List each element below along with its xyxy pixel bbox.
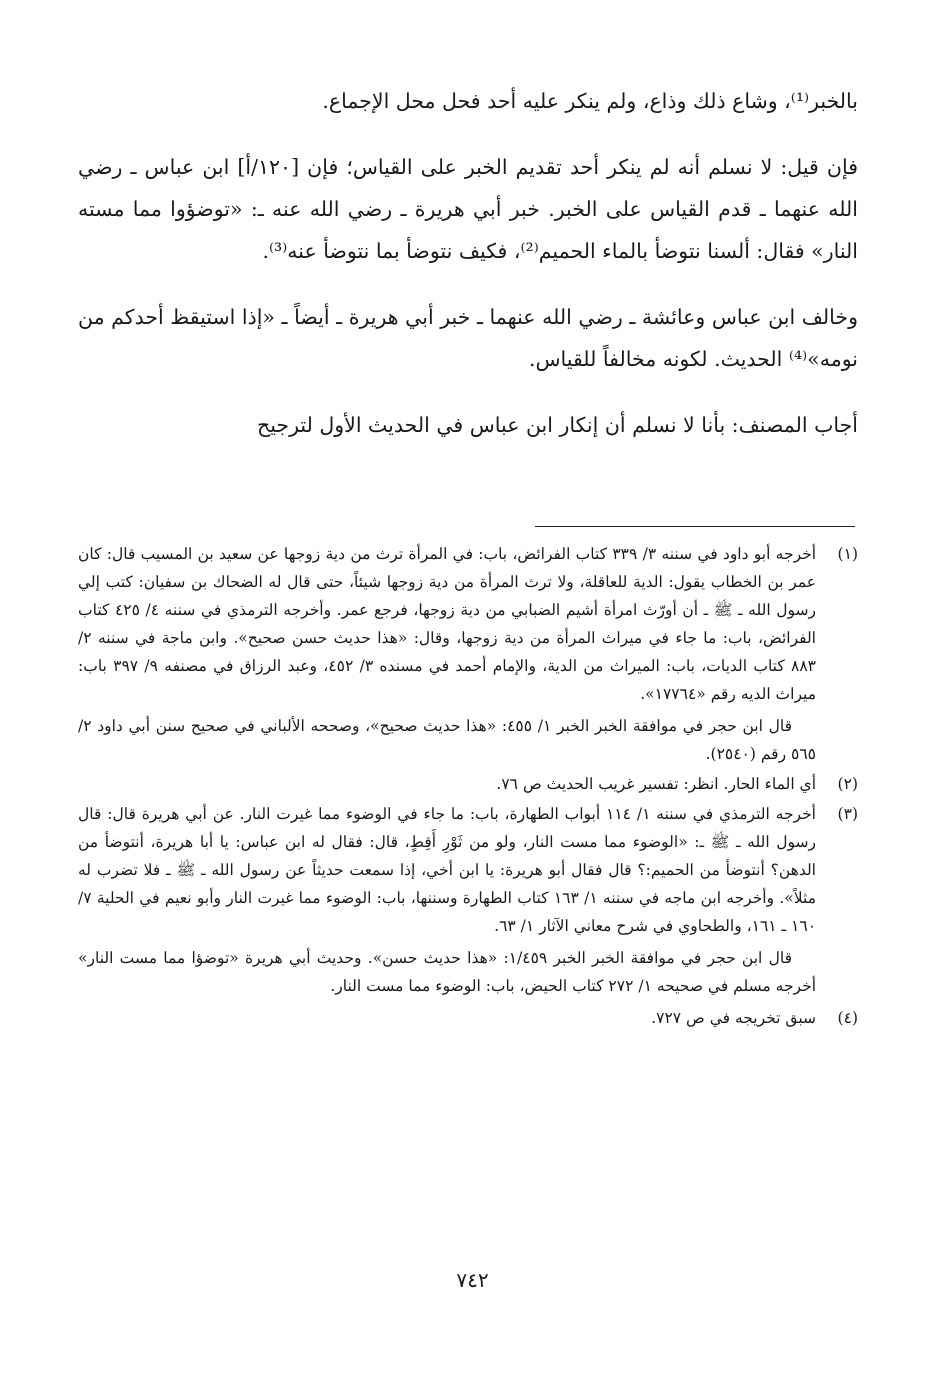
footnote-text: أخرجه أبو داود في سننه ٣/ ٣٣٩ كتاب الفرائض، باب: في المرأة ترث من دية زوجها عن سعيد بن المسيب قال: كان عمر بن الخطاب يقول: الدية للعاقلة، ولا ترث المرأة من دية زوجها شيئاً، حتى قال له الضحاك بن سفيان: كتب إلي رسول الله ـ ﷺ ـ أن أورّث امرأة أشيم الضبابي من دية زوجها، فرجع عمر. وأخرجه الترمذي في سننه ٤/ ٤٢٥ كتاب الفرائض، باب: ما جاء في ميراث المرأة من دية زوجها، وقال: «هذا حديث حسن صحيح». وابن ماجة في سننه ٢/ ٨٨٣ كتاب الديات، باب: الميراث من الدية، والإمام أحمد في مسنده ٣/ ٤٥٢، وعبد الرزاق في مصنفه ٩/ ٣٩٧ باب: ميراث الديه رقم «١٧٧٦٤». bbox=[78, 545, 817, 703]
paragraph-1: بالخبر⁽¹⁾، وشاع ذلك وذاع، ولم ينكر عليه أحد فحل محل الإجماع. bbox=[322, 89, 858, 113]
paragraph-4: أجاب المصنف: بأنا لا نسلم أن إنكار ابن عباس في الحديث الأول لترجيح bbox=[257, 413, 858, 437]
footnote-number: (٤) bbox=[837, 1009, 858, 1027]
paragraph-2: فإن قيل: لا نسلم أنه لم ينكر أحد تقديم الخبر على القياس؛ فإن [١٢٠/أ] ابن عباس ـ رضي الله عنهما ـ قدم القياس على الخبر. خبر أبي هريرة ـ رضي الله عنه ـ: «توضؤوا مما مسته النار» فقال: ألسنا نتوضأ بالماء الحميم⁽²⁾، فكيف نتوضأ بما نتوضأ عنه⁽³⁾. bbox=[78, 155, 858, 263]
footnote-number: (٣) bbox=[837, 805, 858, 823]
footnote-text: أي الماء الحار. انظر: تفسير غريب الحديث ص ٧٦. bbox=[496, 775, 816, 793]
footnote-separator bbox=[535, 526, 855, 527]
footnotes bbox=[78, 540, 858, 1032]
footnote-1 bbox=[78, 540, 858, 768]
footnote-number: (١) bbox=[837, 545, 858, 563]
footnote-subtext: قال ابن حجر في موافقة الخبر الخبر ١/٤٥٩: «هذا حديث حسن». وحديث أبي هريرة «توضؤا مما مست النار» أخرجه مسلم في صحيحه ١/ ٢٧٢ كتاب الحيض، باب: الوضوء مما مست النار. bbox=[78, 949, 816, 995]
footnote-3 bbox=[78, 800, 858, 1000]
paragraph-3: وخالف ابن عباس وعائشة ـ رضي الله عنهما ـ خبر أبي هريرة ـ أيضاً ـ «إذا استيقظ أحدكم من نومه»⁽⁴⁾ الحديث. لكونه مخالفاً للقياس. bbox=[78, 305, 858, 371]
footnote-text: سبق تخريجه في ص ٧٢٧. bbox=[651, 1009, 816, 1027]
footnote-2 bbox=[78, 770, 858, 798]
footnote-text: أخرجه الترمذي في سننه ١/ ١١٤ أبواب الطهارة، باب: ما جاء في الوضوء مما غيرت النار. عن أبي هريرة قال: قال رسول الله ـ ﷺ ـ: «الوضوء مما مست النار، ولو من ثَوْرِ أَقِطٍ، قال: فقال له ابن عباس: يا أبا هريرة، أنتوضأ من الدهن؟ أنتوضأ من الحميم:؟ قال فقال أبو هريرة: يا ابن أخي، إذا سمعت حديثاً عن رسول الله ـ ﷺ ـ فلا تضرب له مثلاً». وأخرجه ابن ماجه في سننه ١/ ١٦٣ كتاب الطهارة وسننها، باب: الوضوء مما غيرت النار وأبو نعيم في الحلية ٧/ ١٦٠ ـ ١٦١، والطحاوي في شرح معاني الآثار ١/ ٦٣. bbox=[78, 805, 816, 935]
page-number: ٧٤٢ bbox=[456, 1268, 489, 1292]
footnote-4 bbox=[78, 1004, 858, 1032]
main-text bbox=[78, 80, 858, 470]
footnote-number: (٢) bbox=[837, 775, 858, 793]
footnote-subtext: قال ابن حجر في موافقة الخبر الخبر ١/ ٤٥٥: «هذا حديث صحيح»، وصححه الألباني في صحيح سنن أبي داود ٢/ ٥٦٥ رقم (٢٥٤٠). bbox=[78, 717, 816, 763]
